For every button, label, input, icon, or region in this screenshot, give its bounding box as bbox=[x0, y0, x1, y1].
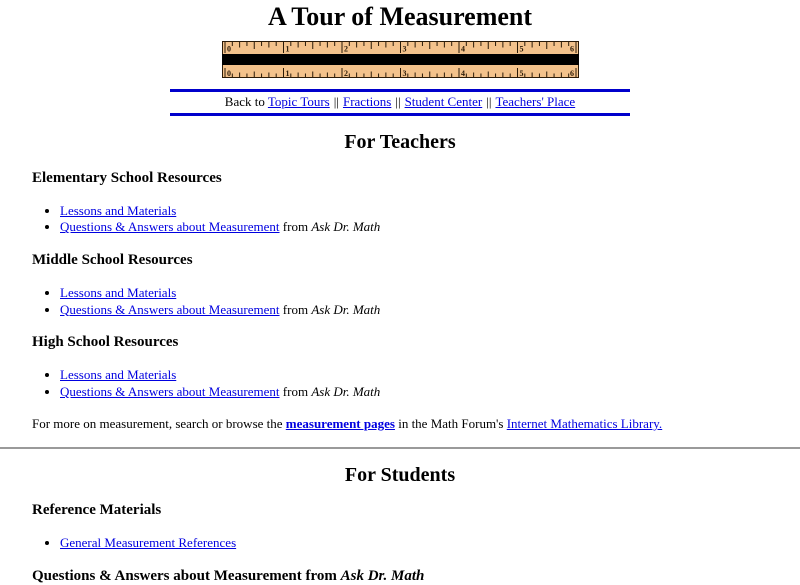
svg-text:1: 1 bbox=[285, 69, 289, 79]
page-title: A Tour of Measurement bbox=[267, 2, 533, 31]
svg-text:4: 4 bbox=[460, 44, 465, 54]
list-item bbox=[60, 203, 800, 220]
list-item bbox=[60, 367, 800, 384]
nav-separator: || bbox=[395, 94, 401, 110]
svg-text:4: 4 bbox=[460, 69, 465, 79]
item-source: Ask Dr. Math bbox=[311, 301, 381, 317]
link-high-qa[interactable]: Questions & Answers about Measurement bbox=[60, 383, 280, 399]
qa-pre-text: Questions & Answers about Measurement from bbox=[32, 567, 341, 584]
link-internet-mathematics-library[interactable]: Internet Mathematics Library. bbox=[506, 416, 663, 432]
section-divider bbox=[0, 447, 800, 449]
svg-text:3: 3 bbox=[402, 69, 406, 79]
list-item bbox=[60, 285, 800, 302]
list-item bbox=[60, 219, 800, 236]
subheading-questions-answers bbox=[32, 568, 800, 585]
item-suffix: from bbox=[279, 301, 312, 317]
subheading-middle: Middle School Resources bbox=[32, 251, 193, 268]
svg-text:1: 1 bbox=[285, 44, 289, 54]
reference-list bbox=[0, 535, 800, 552]
subheading-high: High School Resources bbox=[32, 334, 179, 350]
more-on-measurement-paragraph bbox=[32, 416, 800, 433]
ruler-image bbox=[0, 41, 800, 78]
link-high-lessons[interactable]: Lessons and Materials bbox=[60, 367, 177, 383]
link-middle-qa[interactable]: Questions & Answers about Measurement bbox=[60, 301, 280, 317]
high-resource-list bbox=[0, 367, 800, 400]
link-elementary-qa[interactable]: Questions & Answers about Measurement bbox=[60, 219, 280, 235]
more-pre-text: For more on measurement, search or browse the bbox=[32, 416, 286, 432]
svg-text:6: 6 bbox=[569, 69, 574, 79]
item-source: Ask Dr. Math bbox=[311, 383, 381, 399]
svg-text:2: 2 bbox=[343, 69, 348, 79]
nav-link-topic-tours[interactable]: Topic Tours bbox=[267, 94, 330, 110]
heading-for-students: For Students bbox=[344, 463, 456, 486]
item-suffix: from bbox=[279, 383, 312, 399]
link-general-measurement-references[interactable]: General Measurement References bbox=[60, 535, 237, 551]
list-item bbox=[60, 384, 800, 401]
more-mid-text: in the Math Forum's bbox=[394, 416, 507, 432]
list-item bbox=[60, 302, 800, 319]
list-item bbox=[60, 535, 800, 552]
subheading-elementary: Elementary School Resources bbox=[32, 169, 222, 186]
svg-text:6: 6 bbox=[569, 44, 574, 54]
nav-link-fractions[interactable]: Fractions bbox=[342, 94, 392, 110]
link-measurement-pages[interactable]: measurement pages bbox=[285, 416, 395, 432]
item-suffix: from bbox=[279, 219, 312, 235]
nav-prefix: Back to bbox=[224, 94, 268, 110]
svg-text:5: 5 bbox=[519, 69, 523, 79]
link-middle-lessons[interactable]: Lessons and Materials bbox=[60, 285, 177, 300]
item-source: Ask Dr. Math bbox=[311, 219, 381, 235]
svg-text:3: 3 bbox=[402, 44, 406, 54]
link-elementary-lessons[interactable]: Lessons and Materials bbox=[60, 202, 177, 218]
nav-link-student-center[interactable]: Student Center bbox=[404, 94, 483, 110]
elementary-resource-list bbox=[0, 203, 800, 236]
top-nav bbox=[170, 89, 630, 116]
ruler-svg bbox=[222, 41, 579, 78]
svg-text:5: 5 bbox=[519, 44, 523, 54]
nav-separator: || bbox=[486, 94, 492, 110]
svg-text:0: 0 bbox=[226, 69, 231, 79]
subheading-reference-materials: Reference Materials bbox=[32, 502, 162, 519]
svg-text:0: 0 bbox=[226, 44, 231, 54]
qa-source: Ask Dr. Math bbox=[340, 567, 425, 584]
nav-separator: || bbox=[333, 94, 339, 110]
svg-text:2: 2 bbox=[343, 44, 348, 54]
middle-resource-list bbox=[0, 285, 800, 318]
heading-for-teachers: For Teachers bbox=[344, 131, 456, 154]
nav-link-teachers-place[interactable]: Teachers' Place bbox=[495, 94, 576, 110]
